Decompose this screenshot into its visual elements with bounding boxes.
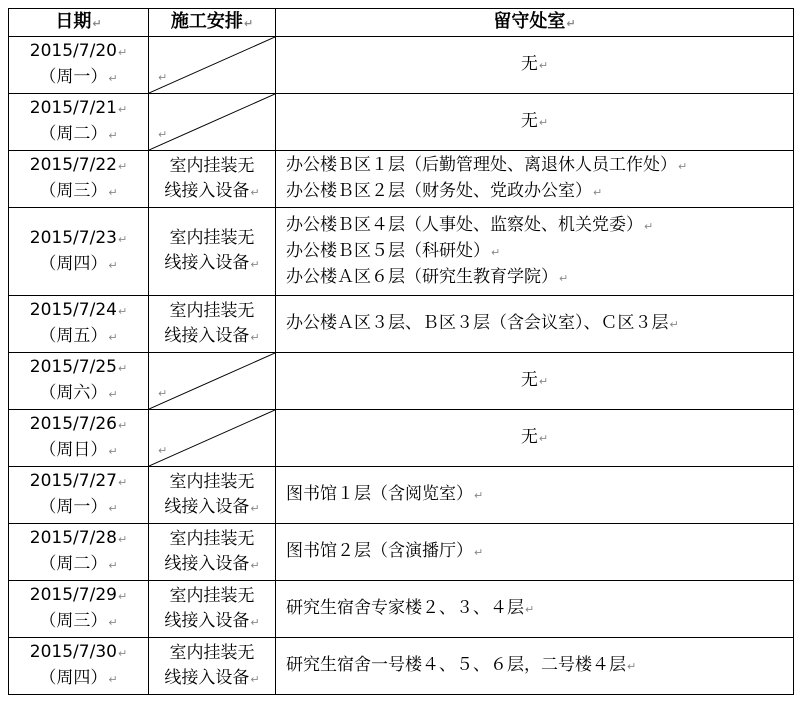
- paragraph-mark: ↵: [108, 502, 118, 515]
- date-text: [9, 298, 148, 324]
- work-line: [149, 299, 275, 324]
- paragraph-mark: ↵: [108, 186, 118, 199]
- weekday-text: [9, 324, 148, 350]
- paragraph-mark: ↵: [117, 476, 128, 489]
- work-text: 室内挂装无: [169, 300, 255, 321]
- date-value: 2015/7/29: [29, 585, 117, 605]
- weekday-value: （周三）: [39, 181, 108, 201]
- date-cell: [9, 524, 149, 581]
- rooms-text: 图书馆１层（含阅览室）: [286, 484, 473, 504]
- rooms-cell: [276, 524, 794, 581]
- rooms-text: 研究生宿舍专家楼２、３、４层: [286, 598, 524, 618]
- date-cell: [9, 467, 149, 524]
- rooms-text: 办公楼Ｂ区１层（后勤管理处、离退休人员工作处）: [286, 155, 677, 175]
- rooms-line: [286, 213, 793, 239]
- paragraph-mark: ↵: [108, 331, 118, 344]
- work-text: 线接入设备: [164, 253, 250, 273]
- work-text: 线接入设备: [164, 496, 250, 517]
- work-text: 室内挂装无: [169, 155, 255, 176]
- work-text: 线接入设备: [164, 553, 250, 574]
- rooms-line: [286, 482, 793, 508]
- date-text: [9, 469, 148, 495]
- work-text: 室内挂装无: [169, 528, 255, 549]
- table-row: [9, 296, 794, 353]
- work-cell: [149, 581, 276, 638]
- table-body: [9, 37, 794, 695]
- paragraph-mark: ↵: [108, 616, 118, 629]
- paragraph-mark: ↵: [92, 17, 102, 30]
- weekday-value: （周五）: [39, 326, 108, 346]
- work-text: 室内挂装无: [169, 642, 255, 663]
- work-text: 室内挂装无: [169, 585, 255, 606]
- rooms-line: [276, 109, 793, 135]
- header-date-label: 日期: [55, 11, 92, 32]
- work-text: 线接入设备: [164, 610, 250, 631]
- rooms-cell: [276, 296, 794, 353]
- paragraph-mark: ↵: [158, 71, 168, 84]
- weekday-text: [9, 122, 148, 148]
- rooms-text: 办公楼Ｂ区４层（人事处、监察处、机关党委）: [286, 214, 643, 235]
- paragraph-mark: ↵: [158, 444, 168, 457]
- table-row: [9, 638, 794, 695]
- date-value: 2015/7/20: [29, 41, 117, 61]
- diagonal-line: [149, 410, 275, 466]
- table-row: [9, 151, 794, 208]
- rooms-cell: [276, 37, 794, 94]
- date-cell: [9, 151, 149, 208]
- work-line: [149, 495, 275, 521]
- paragraph-mark: ↵: [678, 160, 688, 173]
- rooms-text: 图书馆２层（含演播厅）: [286, 541, 473, 561]
- rooms-cell: [276, 353, 794, 410]
- paragraph-mark: ↵: [117, 647, 128, 660]
- diagonal-slash: [149, 94, 275, 150]
- date-cell: [9, 410, 149, 467]
- empty-work-cell: [149, 353, 276, 410]
- paragraph-mark: ↵: [250, 672, 260, 686]
- date-value: 2015/7/25: [29, 357, 117, 377]
- paragraph-mark: ↵: [117, 232, 128, 246]
- weekday-value: （周日）: [39, 440, 108, 460]
- paragraph-mark: ↵: [250, 501, 260, 515]
- work-cell: [149, 296, 276, 353]
- work-line: [149, 154, 275, 179]
- rooms-line: [286, 539, 793, 565]
- weekday-value: （周二）: [39, 554, 108, 574]
- schedule-table: [8, 8, 794, 695]
- diagonal-line: [149, 353, 275, 409]
- rooms-text: 无: [520, 370, 538, 390]
- paragraph-mark: ↵: [108, 258, 118, 272]
- paragraph-mark: ↵: [108, 673, 118, 686]
- paragraph-mark: ↵: [108, 72, 118, 85]
- header-date: [9, 9, 149, 37]
- diagonal-slash: [149, 410, 275, 466]
- date-cell: [9, 208, 149, 296]
- work-cell: [149, 151, 276, 208]
- rooms-line: [286, 265, 793, 291]
- rooms-text: 无: [520, 54, 538, 74]
- paragraph-mark: ↵: [250, 258, 260, 271]
- paragraph-mark: ↵: [538, 432, 549, 445]
- work-line: [149, 470, 275, 495]
- weekday-value: （周二）: [39, 124, 108, 144]
- date-cell: [9, 638, 149, 695]
- weekday-text: [9, 552, 148, 578]
- date-value: 2015/7/23: [29, 227, 117, 248]
- paragraph-mark: ↵: [108, 388, 118, 401]
- rooms-line: [286, 239, 793, 265]
- paragraph-mark: ↵: [117, 362, 128, 375]
- rooms-cell: [276, 638, 794, 695]
- weekday-value: （周四）: [39, 668, 108, 688]
- paragraph-mark: ↵: [627, 660, 637, 673]
- date-text: [9, 153, 148, 179]
- work-line: [149, 641, 275, 666]
- paragraph-mark: ↵: [474, 546, 484, 559]
- header-rooms-label: 留守处室: [493, 11, 566, 32]
- paragraph-mark: ↵: [538, 116, 549, 129]
- work-text: 室内挂装无: [169, 228, 255, 248]
- paragraph-mark: ↵: [117, 46, 128, 59]
- date-cell: [9, 37, 149, 94]
- diagonal-line: [149, 94, 275, 150]
- paragraph-mark: ↵: [158, 387, 168, 400]
- work-line: [149, 609, 275, 635]
- table-row: [9, 208, 794, 296]
- weekday-text: [9, 438, 148, 464]
- paragraph-mark: ↵: [250, 615, 260, 629]
- weekday-text: [9, 252, 148, 278]
- work-cell: [149, 208, 276, 296]
- date-text: [9, 355, 148, 381]
- work-text: 线接入设备: [164, 667, 250, 688]
- date-text: [9, 583, 148, 609]
- rooms-text: 无: [520, 111, 538, 131]
- table-row: [9, 524, 794, 581]
- rooms-line: [276, 52, 793, 78]
- rooms-line: [286, 596, 793, 622]
- date-cell: [9, 296, 149, 353]
- date-text: [9, 640, 148, 666]
- rooms-text: 研究生宿舍一号楼４、５、６层，二号楼４层: [286, 655, 626, 675]
- paragraph-mark: ↵: [250, 558, 260, 572]
- paragraph-mark: ↵: [250, 330, 260, 344]
- date-value: 2015/7/27: [29, 471, 117, 491]
- weekday-value: （周三）: [39, 611, 108, 631]
- work-cell: [149, 524, 276, 581]
- table-row: [9, 353, 794, 410]
- work-text: 室内挂装无: [169, 471, 255, 492]
- paragraph-mark: ↵: [108, 129, 118, 142]
- diagonal-line: [149, 37, 275, 93]
- paragraph-mark: ↵: [474, 489, 484, 502]
- work-line: [149, 251, 275, 277]
- rooms-text: 办公楼Ｂ区５层（科研处）: [286, 240, 490, 261]
- date-value: 2015/7/28: [29, 528, 117, 548]
- table-row: [9, 467, 794, 524]
- work-text: 线接入设备: [164, 325, 250, 346]
- rooms-cell: [276, 581, 794, 638]
- weekday-value: （周四）: [39, 253, 108, 274]
- paragraph-mark: ↵: [566, 17, 576, 30]
- weekday-text: [9, 381, 148, 407]
- rooms-cell: [276, 151, 794, 208]
- work-line: [149, 552, 275, 578]
- header-row: [9, 9, 794, 37]
- rooms-cell: [276, 94, 794, 151]
- table-row: [9, 37, 794, 94]
- rooms-line: [286, 311, 793, 337]
- paragraph-mark: ↵: [250, 185, 260, 199]
- rooms-text: 无: [520, 427, 538, 447]
- date-value: 2015/7/21: [29, 98, 117, 118]
- rooms-cell: [276, 467, 794, 524]
- paragraph-mark: ↵: [158, 128, 168, 141]
- paragraph-mark: ↵: [117, 533, 128, 546]
- header-rooms: [276, 9, 794, 37]
- date-text: [9, 96, 148, 122]
- paragraph-mark: ↵: [525, 603, 535, 616]
- date-value: 2015/7/26: [29, 414, 117, 434]
- weekday-text: [9, 65, 148, 91]
- paragraph-mark: ↵: [108, 559, 118, 572]
- paragraph-mark: ↵: [669, 318, 679, 331]
- rooms-text: 办公楼Ａ区６层（研究生教育学院）: [286, 266, 558, 287]
- date-text: [9, 412, 148, 438]
- paragraph-mark: ↵: [117, 103, 128, 116]
- work-line: [149, 527, 275, 552]
- rooms-line: [276, 425, 793, 451]
- paragraph-mark: ↵: [538, 375, 549, 388]
- rooms-line: [286, 153, 793, 179]
- paragraph-mark: ↵: [491, 245, 501, 259]
- paragraph-mark: ↵: [243, 17, 254, 30]
- paragraph-mark: ↵: [117, 590, 128, 603]
- weekday-text: [9, 179, 148, 205]
- rooms-line: [286, 179, 793, 205]
- table-row: [9, 94, 794, 151]
- weekday-text: [9, 609, 148, 635]
- date-cell: [9, 353, 149, 410]
- header-work: [149, 9, 276, 37]
- diagonal-slash: [149, 37, 275, 93]
- date-text: [9, 526, 148, 552]
- work-line: [149, 226, 275, 251]
- rooms-cell: [276, 410, 794, 467]
- work-cell: [149, 467, 276, 524]
- empty-work-cell: [149, 37, 276, 94]
- table-row: [9, 410, 794, 467]
- weekday-text: [9, 495, 148, 521]
- weekday-value: （周一）: [39, 497, 108, 517]
- rooms-text: 办公楼Ａ区３层、Ｂ区３层（含会议室）、Ｃ区３层: [286, 313, 669, 333]
- rooms-text: 办公楼Ｂ区２层（财务处、党政办公室）: [286, 181, 592, 201]
- header-work-label: 施工安排: [170, 11, 243, 32]
- paragraph-mark: ↵: [117, 419, 128, 432]
- date-value: 2015/7/22: [29, 155, 117, 175]
- rooms-cell: [276, 208, 794, 296]
- paragraph-mark: ↵: [108, 445, 118, 458]
- date-text: [9, 39, 148, 65]
- paragraph-mark: ↵: [117, 305, 128, 318]
- paragraph-mark: ↵: [559, 271, 569, 285]
- weekday-value: （周一）: [39, 67, 108, 87]
- date-cell: [9, 94, 149, 151]
- paragraph-mark: ↵: [117, 160, 128, 173]
- work-cell: [149, 638, 276, 695]
- date-value: 2015/7/24: [29, 300, 117, 320]
- weekday-value: （周六）: [39, 383, 108, 403]
- diagonal-slash: [149, 353, 275, 409]
- rooms-line: [276, 368, 793, 394]
- work-line: [149, 324, 275, 350]
- paragraph-mark: ↵: [538, 59, 549, 72]
- date-value: 2015/7/30: [29, 642, 117, 662]
- work-line: [149, 179, 275, 205]
- work-line: [149, 584, 275, 609]
- table-row: [9, 581, 794, 638]
- rooms-line: [286, 653, 793, 679]
- empty-work-cell: [149, 94, 276, 151]
- date-cell: [9, 581, 149, 638]
- work-text: 线接入设备: [164, 180, 250, 201]
- date-text: [9, 226, 148, 252]
- paragraph-mark: ↵: [593, 186, 603, 199]
- paragraph-mark: ↵: [644, 219, 654, 233]
- weekday-text: [9, 666, 148, 692]
- empty-work-cell: [149, 410, 276, 467]
- work-line: [149, 666, 275, 692]
